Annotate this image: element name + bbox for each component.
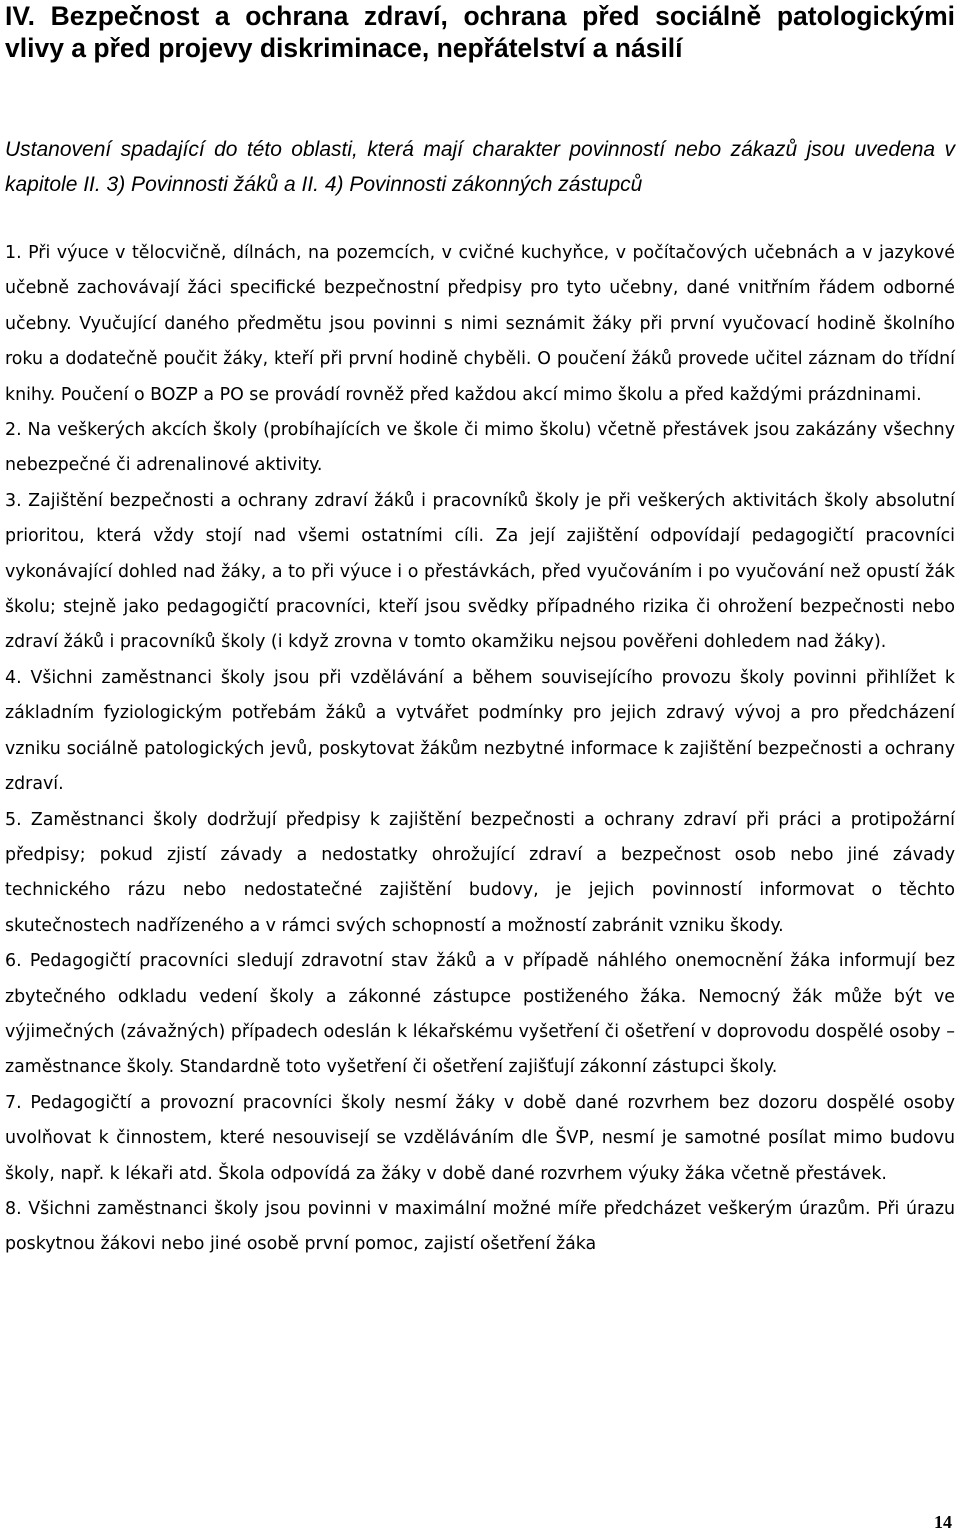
- rule-paragraph-6: 6. Pedagogičtí pracovníci sledují zdravotní stav žáků a v případě náhlého onemocnění žáka informují bez zbytečného odkladu vedení školy a zákonné zástupce postiženého žáka. Nemocný žák může být ve výjimečných (závažných) případech odeslán k lékařskému vyšetření či ošetření v doprovodu dospělé osoby – zaměstnance školy. Standardně toto vyšetření či ošetření zajišťují zákonní zástupci školy.: [5, 951, 955, 1078]
- rule-paragraph-5: 5. Zaměstnanci školy dodržují předpisy k zajištění bezpečnosti a ochrany zdraví při práci a protipožární předpisy; pokud zjistí závady a nedostatky ohrožující zdraví a bezpečnost osob nebo jiné závady technického rázu nebo nedostatečné zajištění budovy, je jejich povinností informovat o těchto skutečnostech nadřízeného a v rámci svých schopností a možností zabránit vzniku škody.: [5, 809, 955, 936]
- rule-paragraph-2: 2. Na veškerých akcích školy (probíhajících ve škole či mimo školu) včetně přestávek jsou zakázány všechny nebezpečné či adrenalinové aktivity.: [5, 420, 955, 476]
- rules-body: [5, 236, 955, 1263]
- page-number: 14: [934, 1512, 952, 1532]
- rule-paragraph-7: 7. Pedagogičtí a provozní pracovníci školy nesmí žáky v době dané rozvrhem bez dozoru dospělé osoby uvolňovat k činnostem, které nesouvisejí se vzděláváním dle ŠVP, nesmí je samotné posílat mimo budovu školy, např. k lékaři atd. Škola odpovídá za žáky v době dané rozvrhem výuky žáka včetně přestávek.: [5, 1092, 955, 1184]
- rule-paragraph-4: 4. Všichni zaměstnanci školy jsou při vzdělávání a během souvisejícího provozu školy povinni přihlížet k základním fyziologickým potřebám žáků a vytvářet podmínky pro jejich zdravý vývoj a pro předcházení vzniku sociálně patologických jevů, poskytovat žákům nezbytné informace k zajištění bezpečnosti a ochrany zdraví.: [5, 667, 955, 795]
- intro-note: Ustanovení spadající do této oblasti, která mají charakter povinností nebo zákazů jsou uvedena v kapitole II. 3) Povinnosti žáků a II. 4) Povinnosti zákonných zástupců: [5, 138, 955, 196]
- rule-paragraph-1: 1. Při výuce v tělocvičně, dílnách, na pozemcích, v cvičné kuchyňce, v počítačových učebnách a v jazykové učebně zachovávají žáci specifické bezpečnostní předpisy pro tyto učebny, dané vnitřním řádem odborné učebny. Vyučující daného předmětu jsou povinni s nimi seznámit žáky při první vyučovací hodině školního roku a dodatečně poučit žáky, kteří při první hodině chyběli. O poučení žáků provede učitel záznam do třídní knihy. Poučení o BOZP a PO se provádí rovněž před každou akcí mimo školu a před každými prázdninami.: [5, 243, 955, 405]
- rule-paragraph-3: 3. Zajištění bezpečnosti a ochrany zdraví žáků i pracovníků školy je při veškerých aktivitách školy absolutní prioritou, která vždy stojí nad všemi ostatními cíli. Za její zajištění odpovídají pedagogičtí pracovníci vykonávající dohled nad žáky, a to při výuce i o přestávkách, před vyučováním i po vyučování než opustí žák školu; stejně jako pedagogičtí pracovníci, kteří jsou svědky případného rizika či ohrožení bezpečnosti nebo zdraví žáků i pracovníků školy (i když zrovna v tomto okamžiku nejsou pověřeni dohledem nad žáky).: [5, 490, 955, 653]
- section-heading: IV. Bezpečnost a ochrana zdraví, ochrana před sociálně patologickými vlivy a před projevy diskriminace, nepřátelství a násilí: [5, 1, 955, 63]
- rule-paragraph-8: 8. Všichni zaměstnanci školy jsou povinni v maximální možné míře předcházet veškerým úrazům. Při úrazu poskytnou žákovi nebo jiné osobě první pomoc, zajistí ošetření žáka: [5, 1198, 955, 1255]
